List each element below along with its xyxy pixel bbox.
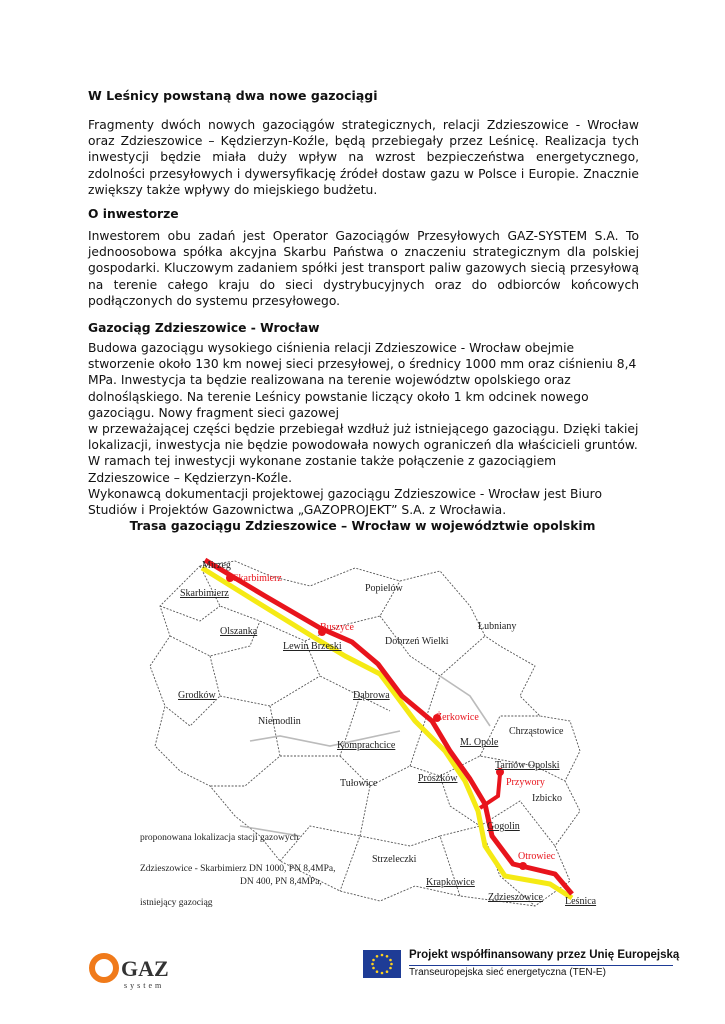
logo-flame-icon (92, 956, 116, 980)
place-label: Buszyce (320, 622, 354, 633)
legend-new-1: Zdzieszowice - Skarbimierz DN 1000, PN 8,4MPa, (140, 864, 336, 874)
pipeline-paragraph-part1: Budowa gazociągu wysokiego ciśnienia relacji Zdzieszowice - Wrocław obejmie stworzenie około 130 km nowej sieci przesyłowej, o średnicy 1000 mm oraz ciśnieniu 8,4 MPa. Inwestycja ta będzie realizowana na terenie województw opolskiego oraz dolnośląskiego. Na terenie Leśnicy powstanie liczący około 1 km odcinek nowego gazociągu. Nowy fragment sieci gazowej (88, 341, 637, 420)
eu-divider (409, 965, 673, 966)
eu-title: Projekt współfinansowany przez Unię Europejską (409, 949, 680, 961)
place-label: Olszanka (220, 626, 258, 637)
eu-cofinancing (363, 949, 680, 986)
place-label: Tułowice (340, 778, 378, 789)
eu-flag-icon (363, 950, 401, 978)
investor-paragraph: Inwestorem obu zadań jest Operator Gazociągów Przesyłowych GAZ-SYSTEM S.A. To jednoosobowa spółka akcyjna Skarbu Państwa o znaczeniu strategicznym dla polskiej gospodarki. Kluczowym zadaniem spółki jest transport paliw gazowych siecią przesyłową na terenie całego kraju do sieci dystrybucyjnych oraz do odbiorców końcowych podłączonych do systemu przesyłowego. (88, 229, 639, 308)
place-label: Skarbimierz (180, 588, 229, 599)
place-label: Przywory (506, 777, 545, 788)
place-label: Mirzeg (202, 560, 231, 571)
legend-stations: proponowana lokalizacja stacji gazowych (140, 833, 299, 843)
place-label: Strzeleczki (372, 854, 417, 865)
place-label: Tarnów Opolski (495, 760, 560, 771)
gaz-system-logo (88, 950, 213, 990)
place-label: Otrowiec (518, 851, 556, 862)
place-label: Komprachcice (337, 740, 396, 751)
map-title: Trasa gazociągu Zdzieszowice – Wrocław w województwie opolskim (129, 519, 596, 533)
document-title: W Leśnicy powstaną dwa nowe gazociągi (88, 88, 378, 103)
place-label: Zdzieszowice (488, 892, 543, 903)
pipeline-paragraph-part3: Wykonawcą dokumentacji projektowej gazociągu Zdzieszowice - Wrocław jest Biuro Studiów i Projektów Gazownictwa „GAZOPROJEKT” S.A. z Wrocławia. (88, 486, 602, 518)
place-label: Krapkowice (426, 877, 475, 888)
intro-paragraph: Fragmenty dwóch nowych gazociągów strategicznych, relacji Zdzieszowice - Wrocław oraz Zdzieszowice – Kędzierzyn-Koźle, będą przebiegały przez Leśnicę. Realizacja tych inwestycji będzie miała duży wpływ na wzrost bezpieczeństwa energetycznego, zdolności przesyłowych i dywersyfikację źródeł dostaw gazu w Polsce i Europie. Znacznie zwiększy także wpływy do miejskiego budżetu. (88, 118, 639, 197)
logo-text: GAZ (121, 956, 169, 981)
place-label: Popielów (365, 583, 403, 594)
place-label: Dąbrowa (353, 690, 390, 701)
place-label: Łubniany (478, 621, 517, 632)
place-label: Prószków (418, 773, 458, 784)
legend-existing: istniejący gazociąg (140, 898, 213, 908)
map-legend (140, 832, 336, 908)
place-label: Skarbimierz (233, 573, 282, 584)
pipeline-heading: Gazociąg Zdzieszowice - Wrocław (88, 321, 320, 335)
place-label: Żerkowice (436, 712, 479, 723)
place-label: Grodków (178, 690, 216, 701)
place-label: Leśnica (565, 896, 597, 907)
eu-subtitle: Transeuropejska sieć energetyczna (TEN-E) (409, 967, 606, 978)
place-label: M. Opole (460, 737, 499, 748)
place-label: Niemodlin (258, 716, 301, 727)
logo-sub: system (124, 981, 165, 990)
pipeline-paragraph-part2: w przeważającej części będzie przebiegał wzdłuż już istniejącego gazociągu. Dzięki takiej lokalizacji, inwestycja nie będzie powodowała nowych ograniczeń dla właścicieli gruntów. W ramach tej inwestycji wykonane zostanie także połączenie z gazociągiem Zdzieszowice – Kędzierzyn-Koźle. (88, 422, 639, 485)
place-label: Izbicko (532, 793, 562, 804)
place-label: Lewin Brzeski (283, 641, 342, 652)
pipeline-map (140, 546, 610, 916)
place-label: Chrząstowice (509, 726, 564, 737)
place-label: Gogolin (487, 821, 520, 832)
station-otrowiec (519, 862, 527, 870)
place-label: Dobrzeń Wielki (385, 636, 449, 647)
legend-new-2: DN 400, PN 8,4MPa, (240, 877, 322, 887)
pipeline-paragraph (88, 340, 639, 518)
investor-heading: O inwestorze (88, 207, 179, 221)
